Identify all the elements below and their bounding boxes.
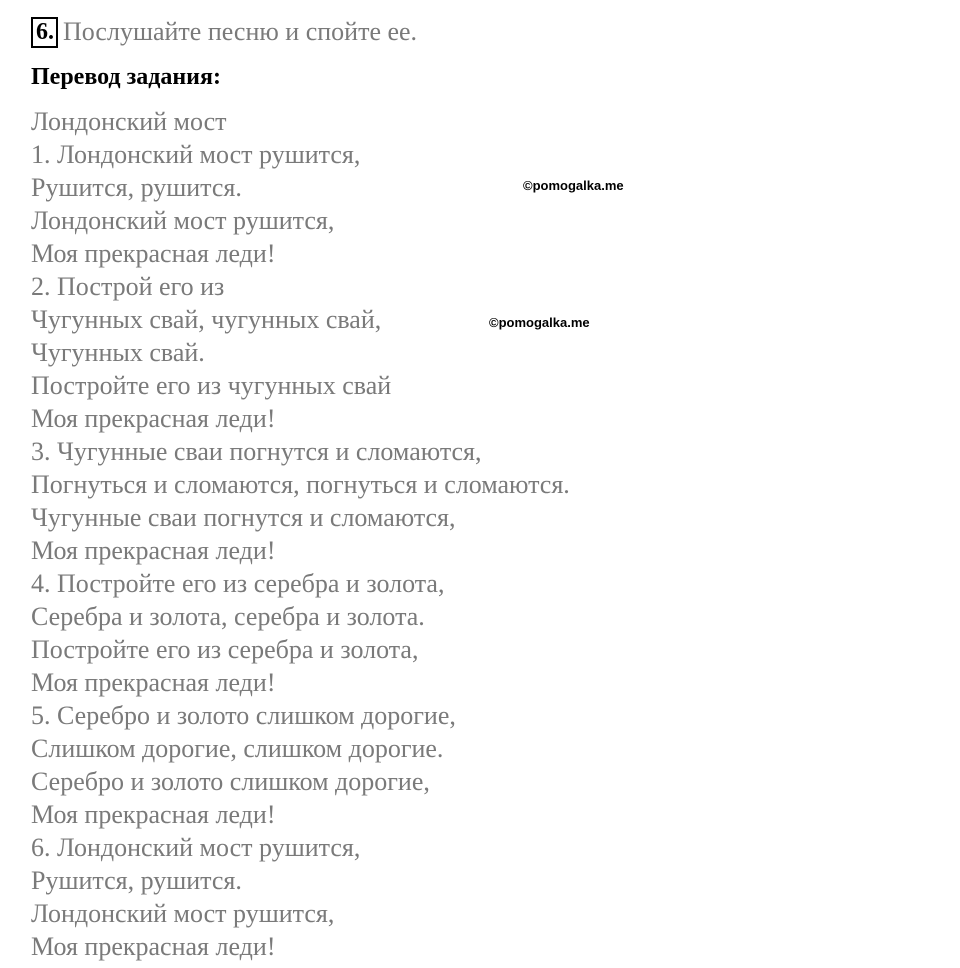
watermark: ©pomogalka.me (489, 315, 590, 330)
lyrics-line: 6. Лондонский мост рушится, (31, 833, 361, 862)
lyrics-line: Чугунных свай. (31, 338, 205, 367)
lyrics-line: Моя прекрасная леди! (31, 800, 276, 829)
lyrics-line: Серебра и золота, серебра и золота. (31, 602, 425, 631)
lyrics-line: Рушится, рушится. (31, 173, 242, 202)
lyrics-line: Лондонский мост рушится, (31, 899, 335, 928)
lyrics-line: Рушится, рушится. (31, 866, 242, 895)
task-instruction: Послушайте песню и спойте ее. (63, 17, 418, 46)
lyrics-line: Лондонский мост рушится, (31, 206, 335, 235)
watermark: ©pomogalka.me (523, 178, 624, 193)
lyrics-line: 5. Серебро и золото слишком дорогие, (31, 701, 456, 730)
lyrics-line: Чугунных свай, чугунных свай, (31, 305, 382, 334)
lyrics-line: Моя прекрасная леди! (31, 404, 276, 433)
lyrics-line: Моя прекрасная леди! (31, 536, 276, 565)
lyrics-line: Постройте его из серебра и золота, (31, 635, 419, 664)
lyrics-list (31, 105, 570, 963)
section-heading: Перевод задания: (31, 64, 221, 90)
lyrics-line: Моя прекрасная леди! (31, 932, 276, 961)
lyrics-line: 2. Построй его из (31, 272, 225, 301)
lyrics-line: Моя прекрасная леди! (31, 668, 276, 697)
task-header (31, 15, 417, 49)
lyrics-line: Серебро и золото слишком дорогие, (31, 767, 430, 796)
lyrics-line: Постройте его из чугунных свай (31, 371, 392, 400)
task-number: 6. (31, 17, 58, 48)
lyrics-line: 1. Лондонский мост рушится, (31, 140, 361, 169)
lyrics-line: Моя прекрасная леди! (31, 239, 276, 268)
lyrics-line: Лондонский мост (31, 107, 227, 136)
lyrics-line: Слишком дорогие, слишком дорогие. (31, 734, 444, 763)
lyrics-line: 4. Постройте его из серебра и золота, (31, 569, 445, 598)
lyrics-line: Чугунные сваи погнутся и сломаются, (31, 503, 456, 532)
lyrics-line: 3. Чугунные сваи погнутся и сломаются, (31, 437, 482, 466)
lyrics-line: Погнуться и сломаются, погнуться и сломаются. (31, 470, 570, 499)
